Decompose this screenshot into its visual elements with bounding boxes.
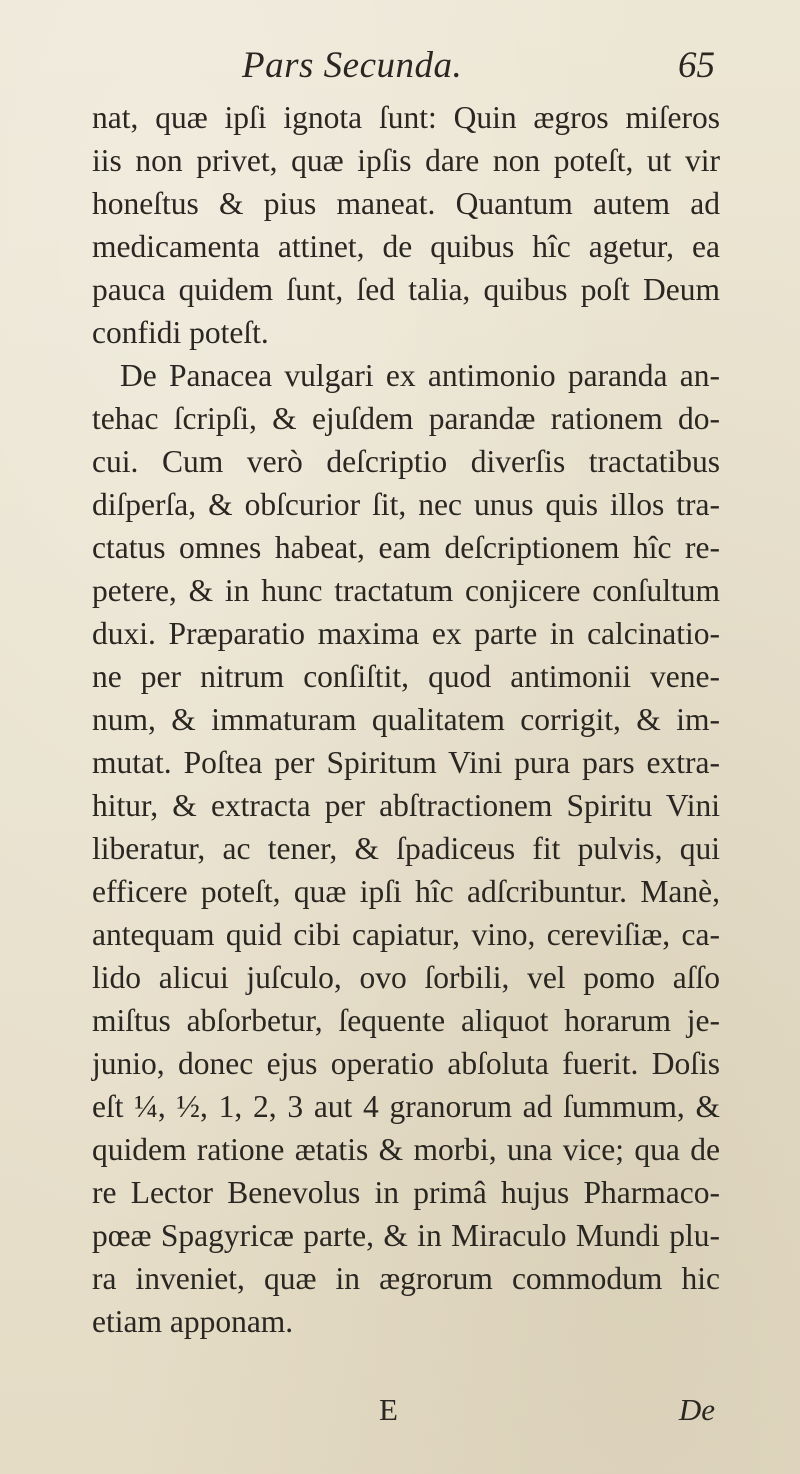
signature-mark: E xyxy=(379,1392,398,1427)
text-line: hitur, & extracta per abſtractionem Spiritu Vini xyxy=(92,788,720,823)
text-line: tehac ſcripſi, & ejuſdem parandæ rationem do- xyxy=(92,401,720,436)
running-title: Pars Secunda. xyxy=(242,45,463,86)
text-line: diſperſa, & obſcurior ſit, nec unus quis illos tra- xyxy=(92,487,720,522)
page-number: 65 xyxy=(678,45,715,86)
text-line: medicamenta attinet, de quibus hîc agetur, ea xyxy=(92,229,720,264)
paragraph-start-line: De Panacea vulgari ex antimonio paranda an- xyxy=(120,358,720,393)
text-line: ra inveniet, quæ in ægrorum commodum hic xyxy=(92,1261,720,1296)
text-line: efficere poteſt, quæ ipſi hîc adſcribuntur. Manè, xyxy=(92,874,720,909)
text-line: ctatus omnes habeat, eam deſcriptionem hîc re- xyxy=(92,530,720,565)
text-line: petere, & in hunc tractatum conjicere conſultum xyxy=(92,573,720,608)
page-footer xyxy=(92,1392,715,1436)
text-line: ne per nitrum conſiſtit, quod antimonii vene- xyxy=(92,659,720,694)
text-line: mutat. Poſtea per Spiritum Vini pura pars extra- xyxy=(92,745,720,780)
text-line: antequam quid cibi capiatur, vino, cereviſiæ, ca- xyxy=(92,917,720,952)
text-line: lido alicui juſculo, ovo ſorbili, vel pomo aſſo xyxy=(92,960,720,995)
text-line: eſt ¼, ½, 1, 2, 3 aut 4 granorum ad ſummum, & xyxy=(92,1089,720,1124)
text-line: nat, quæ ipſi ignota ſunt: Quin ægros miſeros xyxy=(92,100,720,135)
text-line: quidem ratione ætatis & morbi, una vice; qua de xyxy=(92,1132,720,1167)
text-line: cui. Cum verò deſcriptio diverſis tractatibus xyxy=(92,444,720,479)
text-line: re Lector Benevolus in primâ hujus Pharmaco- xyxy=(92,1175,720,1210)
text-line: junio, donec ejus operatio abſoluta fuerit. Doſis xyxy=(92,1046,720,1081)
text-line: num, & immaturam qualitatem corrigit, & im- xyxy=(92,702,720,737)
text-line: pœæ Spagyricæ parte, & in Miraculo Mundi plu- xyxy=(92,1218,720,1253)
text-line: duxi. Præparatio maxima ex parte in calcinatio- xyxy=(92,616,720,651)
text-line: pauca quidem ſunt, ſed talia, quibus poſt Deum xyxy=(92,272,720,307)
page-header xyxy=(92,44,715,92)
text-line: honeſtus & pius maneat. Quantum autem ad xyxy=(92,186,720,221)
text-line: etiam apponam. xyxy=(92,1304,294,1339)
body-text xyxy=(92,96,720,1343)
text-line: liberatur, ac tener, & ſpadiceus fit pulvis, qui xyxy=(92,831,720,866)
text-line: miſtus abſorbetur, ſequente aliquot horarum je- xyxy=(92,1003,720,1038)
text-line: iis non privet, quæ ipſis dare non poteſt, ut vir xyxy=(92,143,720,178)
text-line: confidi poteſt. xyxy=(92,315,269,350)
catchword: De xyxy=(678,1392,715,1427)
